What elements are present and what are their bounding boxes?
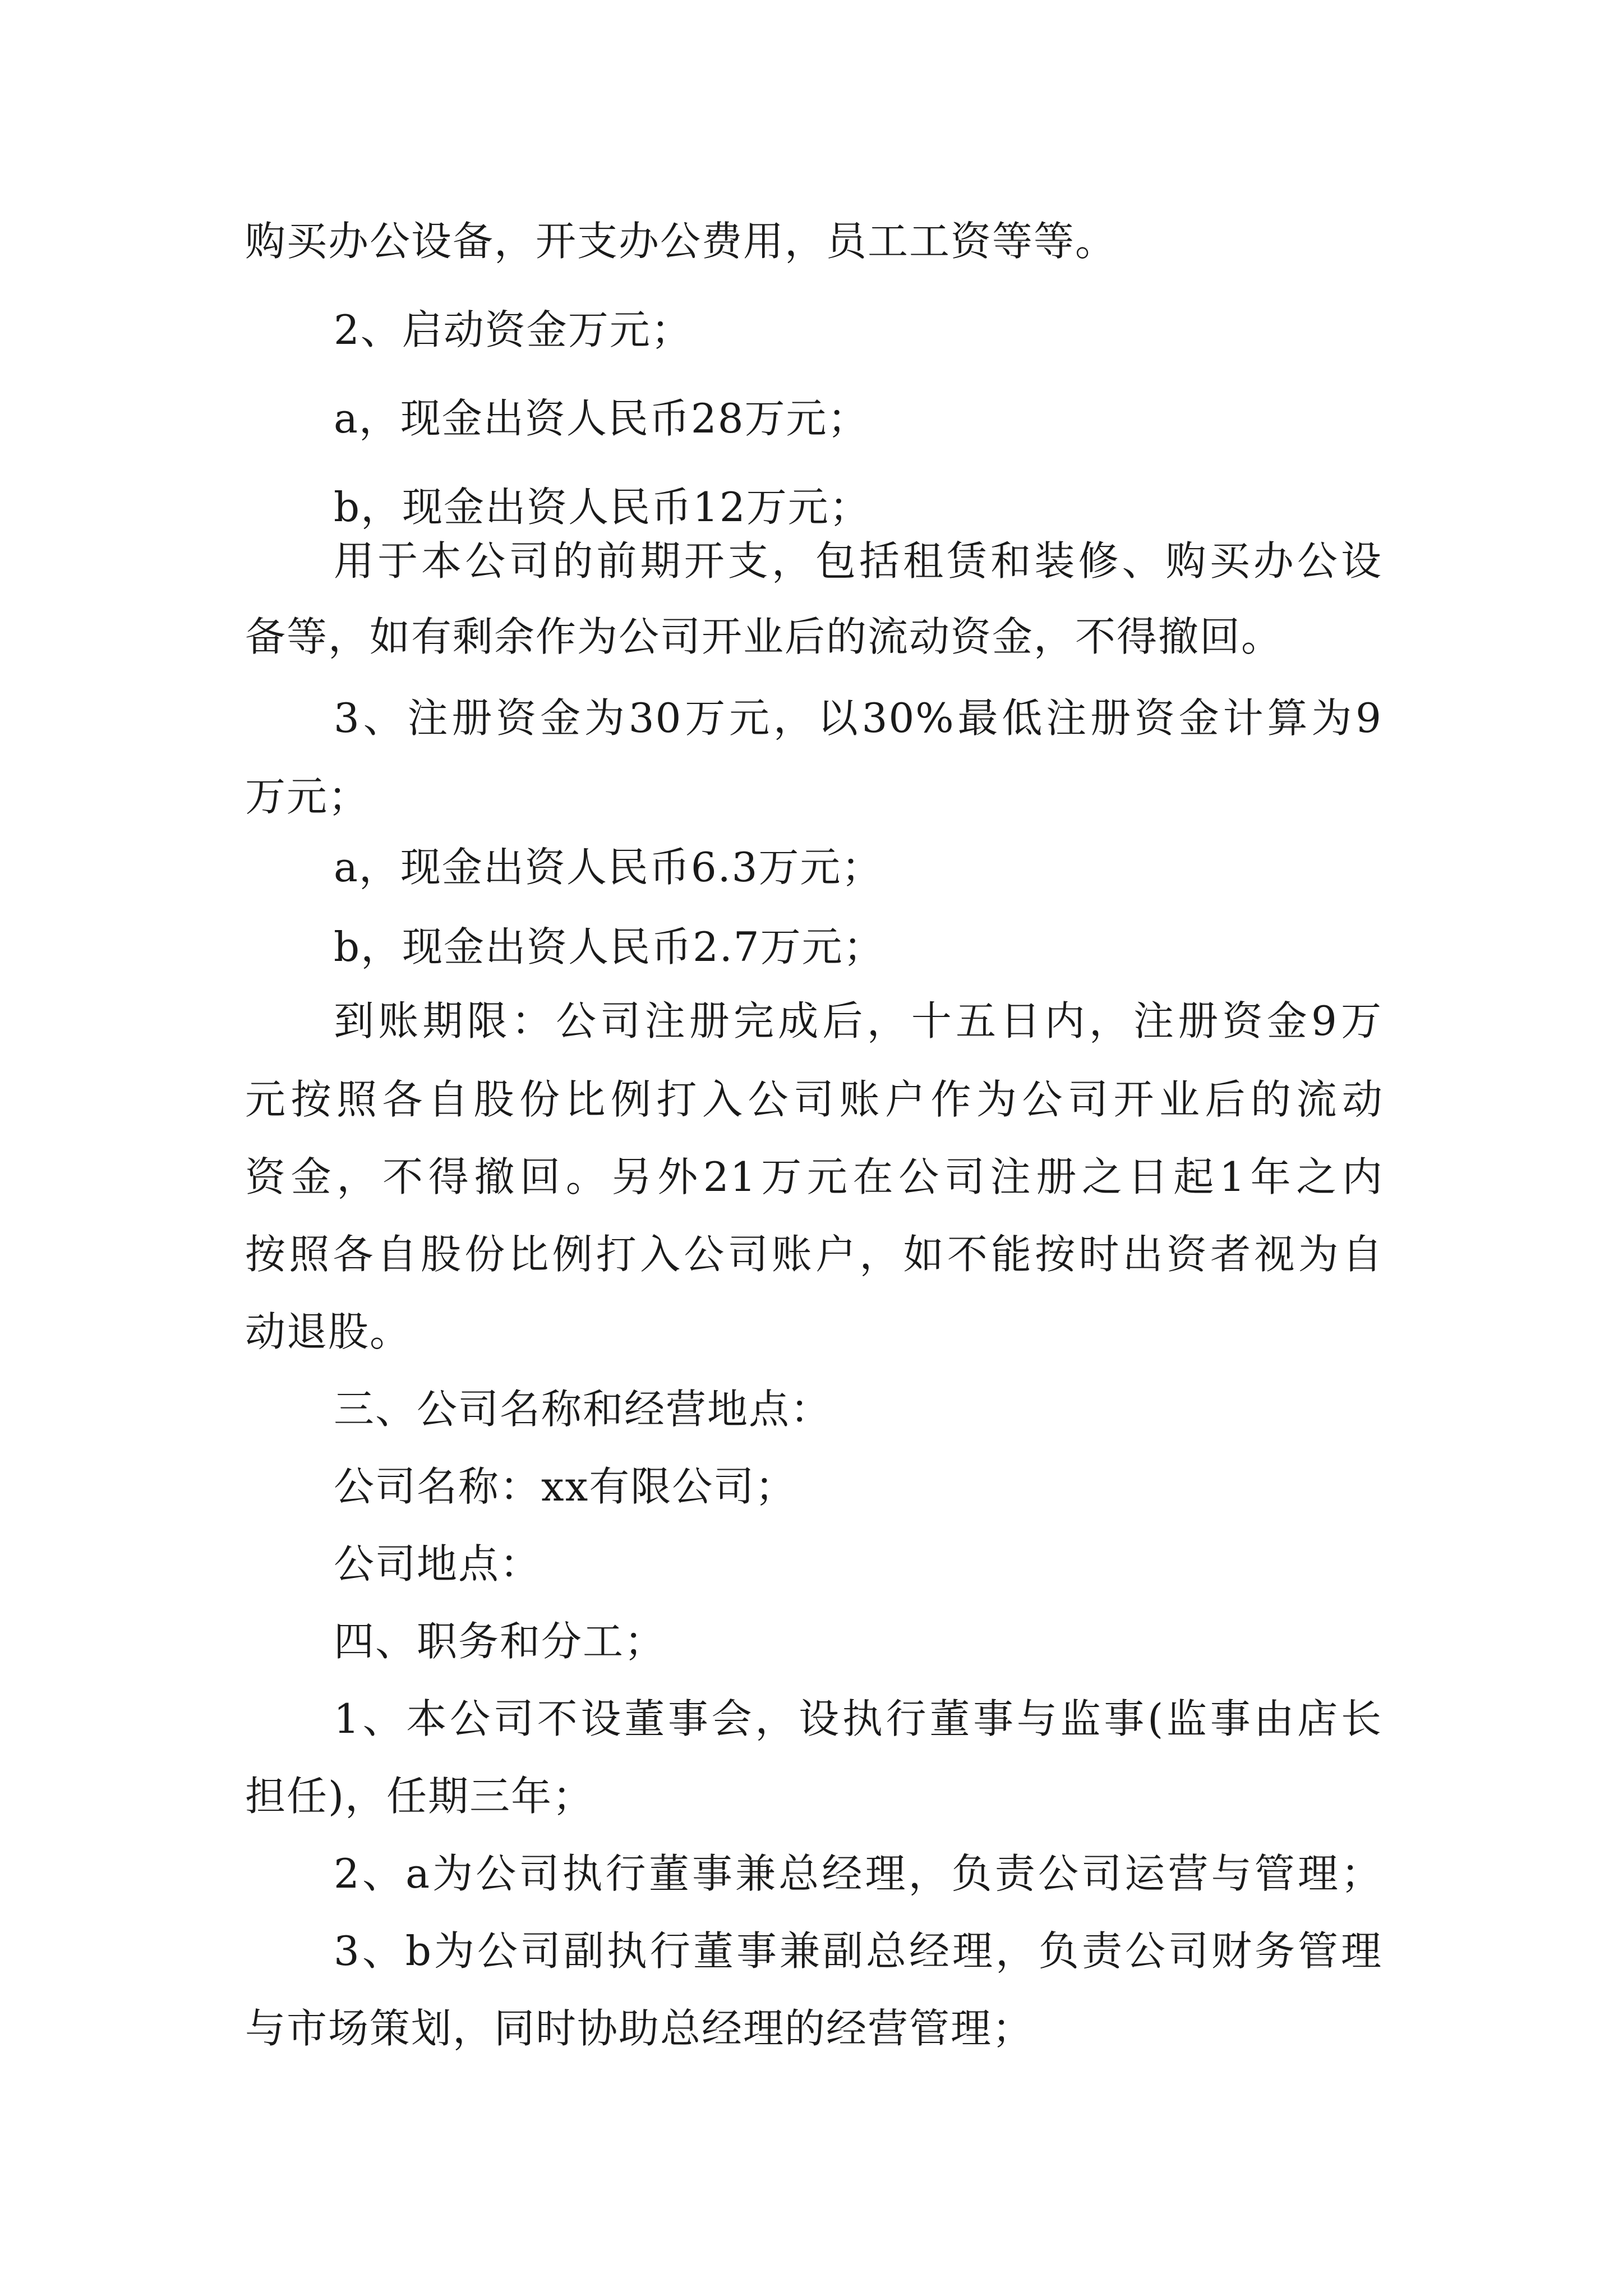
paragraph-line: 2、启动资金万元； [334,306,693,353]
paragraph-line: 3、注册资金为30万元，以30%最低注册资金计算为9 [334,694,1382,742]
paragraph-line: 与市场策划，同时协助总经理的经营管理； [245,2005,1034,2052]
paragraph-line: 1、本公司不设董事会，设执行董事与监事(监事由店长 [334,1695,1382,1742]
section-heading: 四、职务和分工； [334,1618,666,1665]
paragraph-line: 公司名称：xx有限公司； [334,1463,797,1510]
paragraph-line: 2、a为公司执行董事兼总经理，负责公司运营与管理； [334,1850,1382,1897]
paragraph-line: 3、b为公司副执行董事兼副总经理，负责公司财务管理 [334,1927,1382,1975]
paragraph-line: b，现金出资人民币2.7万元； [334,923,885,970]
paragraph-line: 公司地点： [334,1540,542,1588]
paragraph-line: 按照各自股份比例打入公司账户，如不能按时出资者视为自 [245,1231,1384,1278]
paragraph-line: 到账期限：公司注册完成后，十五日内，注册资金9万 [334,997,1382,1045]
paragraph-line: 万元； [245,773,370,820]
section-heading: 三、公司名称和经营地点： [334,1386,832,1433]
paragraph-line: a，现金出资人民币28万元； [334,395,869,442]
paragraph-line: 购买办公设备，开支办公费用，员工工资等等。 [245,218,1117,265]
paragraph-line: 元按照各自股份比例打入公司账户作为公司开业后的流动 [245,1076,1384,1123]
paragraph-line: 担任)，任期三年； [245,1773,594,1820]
paragraph-line: 资金，不得撤回。另外21万元在公司注册之日起1年之内 [245,1153,1384,1200]
paragraph-line: b，现金出资人民币12万元； [334,484,871,531]
paragraph-line: 动退股。 [245,1308,412,1355]
paragraph-line: a，现金出资人民币6.3万元； [334,844,883,891]
paragraph-line: 备等，如有剩余作为公司开业后的流动资金，不得撤回。 [245,613,1283,660]
paragraph-line: 用于本公司的前期开支，包括租赁和装修、购买办公设 [334,537,1382,585]
